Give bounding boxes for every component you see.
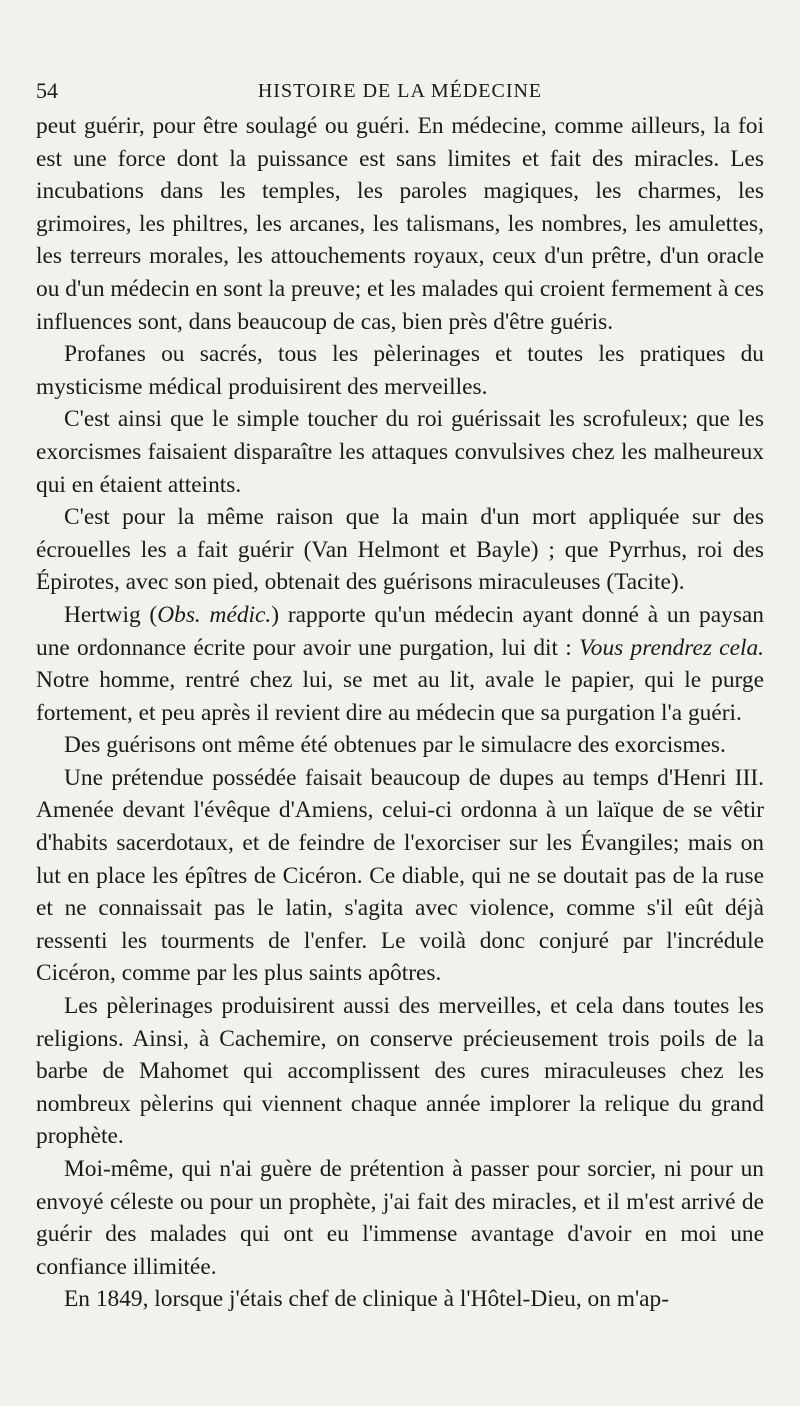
text-run: Une prétendue possédée faisait beaucoup de dupes au temps d'Henri III. Amenée devant l'évêque d'Amiens, celui-ci ordonna à un laïque de se vêtir d'habits sacerdotaux, et de feindre de l'exorciser sur les Évangiles; mais on lut en place les épîtres de Cicéron. Ce diable, qui ne se doutait pas de la ruse et ne connaissait pas le latin, s'agita avec violence, comme s'il eût déjà ressenti les tourments de l'enfer. Le voilà donc conjuré par l'incrédule Cicéron, comme par les plus saints apôtres. [36,764,764,987]
text-run: peut guérir, pour être soulagé ou guéri. En médecine, comme ailleurs, la foi est une force dont la puissance est sans limites et fait des miracles. Les incubations dans les temples, les paroles magiques, les charmes, les grimoires, les philtres, les arcanes, les talismans, les nombres, les amulettes, les terreurs morales, les attouchements royaux, ceux d'un prêtre, d'un oracle ou d'un médecin en sont la preuve; et les malades qui croient fermement à ces influences sont, dans beaucoup de cas, bien près d'être guéris. [36,113,764,335]
paragraph [36,403,764,501]
page-number: 54 [36,78,58,103]
paragraph [36,729,764,762]
text-run: En 1849, lorsque j'étais chef de clinique à l'Hôtel-Dieu, on m'ap- [64,1286,670,1313]
text-run: Moi-même, qui n'ai guère de prétention à passer pour sorcier, ni pour un envoyé céleste ou pour un prophète, j'ai fait des miracles, et il m'est arrivé de guérir des malades qui ont eu l'immense avantage d'avoir en moi une confiance illimitée. [36,1156,764,1280]
paragraph [36,990,764,1153]
running-title: HISTOIRE DE LA MÉDECINE [257,80,543,102]
paragraph [36,501,764,599]
paragraph [36,599,764,729]
text-run: Des guérisons ont même été obtenues par le simulacre des exorcismes. [64,732,726,759]
text-run: Notre homme, rentré chez lui, se met au lit, avale le papier, qui le purge fortement, et peu après il revient dire au médecin que sa purgation l'a guéri. [36,667,764,726]
text-run: Les pèlerinages produisirent aussi des merveilles, et cela dans toutes les religions. Ainsi, à Cachemire, on conserve précieusement trois poils de la barbe de Mahomet qui accomplissent des cures miraculeuses chez les nombreux pèlerins qui viennent chaque année implorer la relique du grand prophète. [36,993,764,1150]
text-run: Hertwig ( [64,601,158,628]
paragraph [36,762,764,990]
paragraph [36,1283,764,1316]
text-run: C'est pour la même raison que la main d'un mort appliquée sur des écrouelles les a fait guérir (Van Helmont et Bayle) ; que Pyrrhus, roi des Épirotes, avec son pied, obtenait des guérisons miraculeuses (Tacite). [36,504,764,596]
paragraph [36,110,764,338]
italic-text: Obs. médic. [157,601,272,628]
text-run: ) rapporte qu'un médecin ayant donné à un paysan une ordonnance écrite pour avoir une purgation, lui dit : [36,601,765,661]
body-text [36,110,764,1316]
paragraph [36,338,764,403]
page-header [36,70,764,110]
italic-text: Vous prendrez cela. [579,634,764,661]
paragraph [36,1153,764,1283]
text-run: C'est ainsi que le simple toucher du roi guérissait les scrofuleux; que les exorcismes faisaient disparaître les attaques convulsives chez les malheureux qui en étaient atteints. [36,406,764,498]
text-run: Profanes ou sacrés, tous les pèlerinages et toutes les pratiques du mysticisme médical produisirent des merveilles. [36,341,764,400]
